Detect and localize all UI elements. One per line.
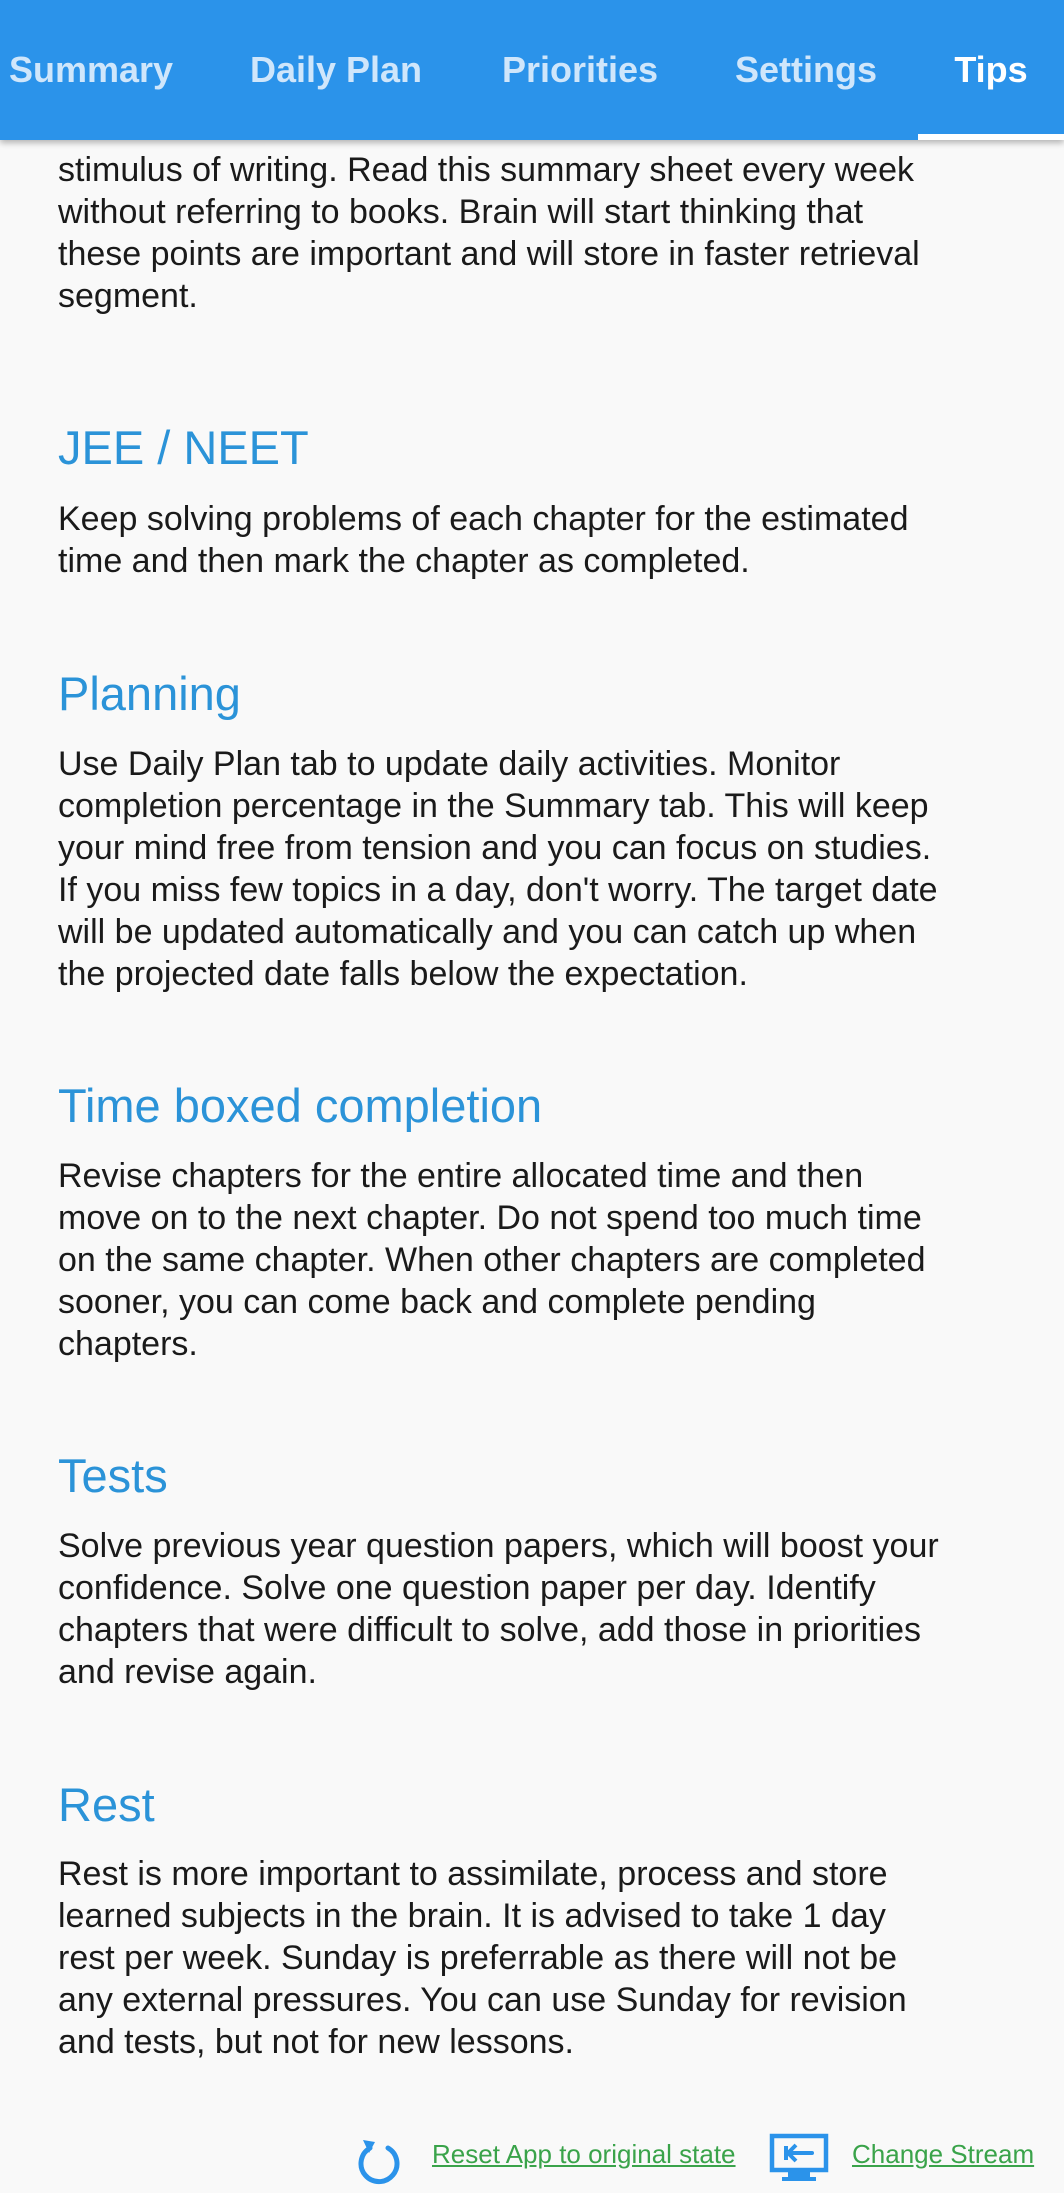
body-line: will be updated automatically and you can catch up when xyxy=(58,913,917,951)
body-line: Keep solving problems of each chapter for the estimated xyxy=(58,500,909,538)
intro-line: these points are important and will store in faster retrieval xyxy=(58,235,920,273)
tab-daily-plan[interactable]: Daily Plan xyxy=(249,49,423,90)
body-line: sooner, you can come back and complete pending xyxy=(58,1283,816,1321)
section-heading-rest: Rest xyxy=(58,1778,155,1831)
body-line: the projected date falls below the expectation. xyxy=(58,955,748,993)
body-line: and revise again. xyxy=(58,1653,317,1691)
body-line: your mind free from tension and you can focus on studies. xyxy=(58,829,932,867)
body-line: rest per week. Sunday is preferrable as there will not be xyxy=(58,1939,898,1977)
body-line: If you miss few topics in a day, don't worry. The target date xyxy=(58,871,938,909)
tab-priorities[interactable]: Priorities xyxy=(501,49,659,90)
body-line: confidence. Solve one question paper per day. Identify xyxy=(58,1569,876,1607)
reset-app-link[interactable]: Reset App to original state xyxy=(432,2139,736,2169)
body-line: Solve previous year question papers, which will boost your xyxy=(58,1527,939,1565)
section-body-planning xyxy=(58,743,1018,995)
intro-paragraph xyxy=(58,149,1018,317)
change-stream-link[interactable]: Change Stream xyxy=(852,2139,1035,2169)
body-line: time and then mark the chapter as completed. xyxy=(58,542,750,580)
section-heading-jee-neet: JEE / NEET xyxy=(58,421,309,474)
tab-summary[interactable]: Summary xyxy=(8,49,174,90)
intro-line: stimulus of writing. Read this summary sheet every week xyxy=(58,151,914,189)
intro-line: segment. xyxy=(58,277,198,315)
body-line: Use Daily Plan tab to update daily activities. Monitor xyxy=(58,745,841,783)
section-heading-planning: Planning xyxy=(58,667,241,720)
section-body-rest xyxy=(58,1853,1018,2063)
refresh-icon[interactable] xyxy=(355,2136,403,2188)
body-line: Rest is more important to assimilate, process and store xyxy=(58,1855,888,1893)
body-line: chapters that were difficult to solve, add those in priorities xyxy=(58,1611,922,1649)
intro-line: without referring to books. Brain will start thinking that xyxy=(58,193,864,231)
top-tab-bar xyxy=(0,0,1064,140)
body-line: on the same chapter. When other chapters are completed xyxy=(58,1241,926,1279)
active-tab-indicator xyxy=(918,134,1064,140)
section-heading-tests: Tests xyxy=(58,1449,168,1502)
section-body-tests xyxy=(58,1525,1018,1693)
switch-screen-icon[interactable] xyxy=(768,2132,830,2184)
tips-content[interactable] xyxy=(58,0,1018,2191)
body-line: learned subjects in the brain. It is advised to take 1 day xyxy=(58,1897,886,1935)
body-line: any external pressures. You can use Sunday for revision xyxy=(58,1981,907,2019)
footer-actions xyxy=(0,2120,1064,2191)
tab-settings[interactable]: Settings xyxy=(734,49,877,90)
section-body-jee-neet xyxy=(58,498,1018,582)
body-line: completion percentage in the Summary tab. This will keep xyxy=(58,787,929,825)
section-heading-time-boxed: Time boxed completion xyxy=(58,1079,543,1132)
tab-tips[interactable]: Tips xyxy=(954,49,1028,90)
body-line: Revise chapters for the entire allocated time and then xyxy=(58,1157,864,1195)
body-line: chapters. xyxy=(58,1325,198,1363)
body-line: move on to the next chapter. Do not spend too much time xyxy=(58,1199,922,1237)
body-line: and tests, but not for new lessons. xyxy=(58,2023,574,2061)
section-body-time-boxed xyxy=(58,1155,1018,1365)
